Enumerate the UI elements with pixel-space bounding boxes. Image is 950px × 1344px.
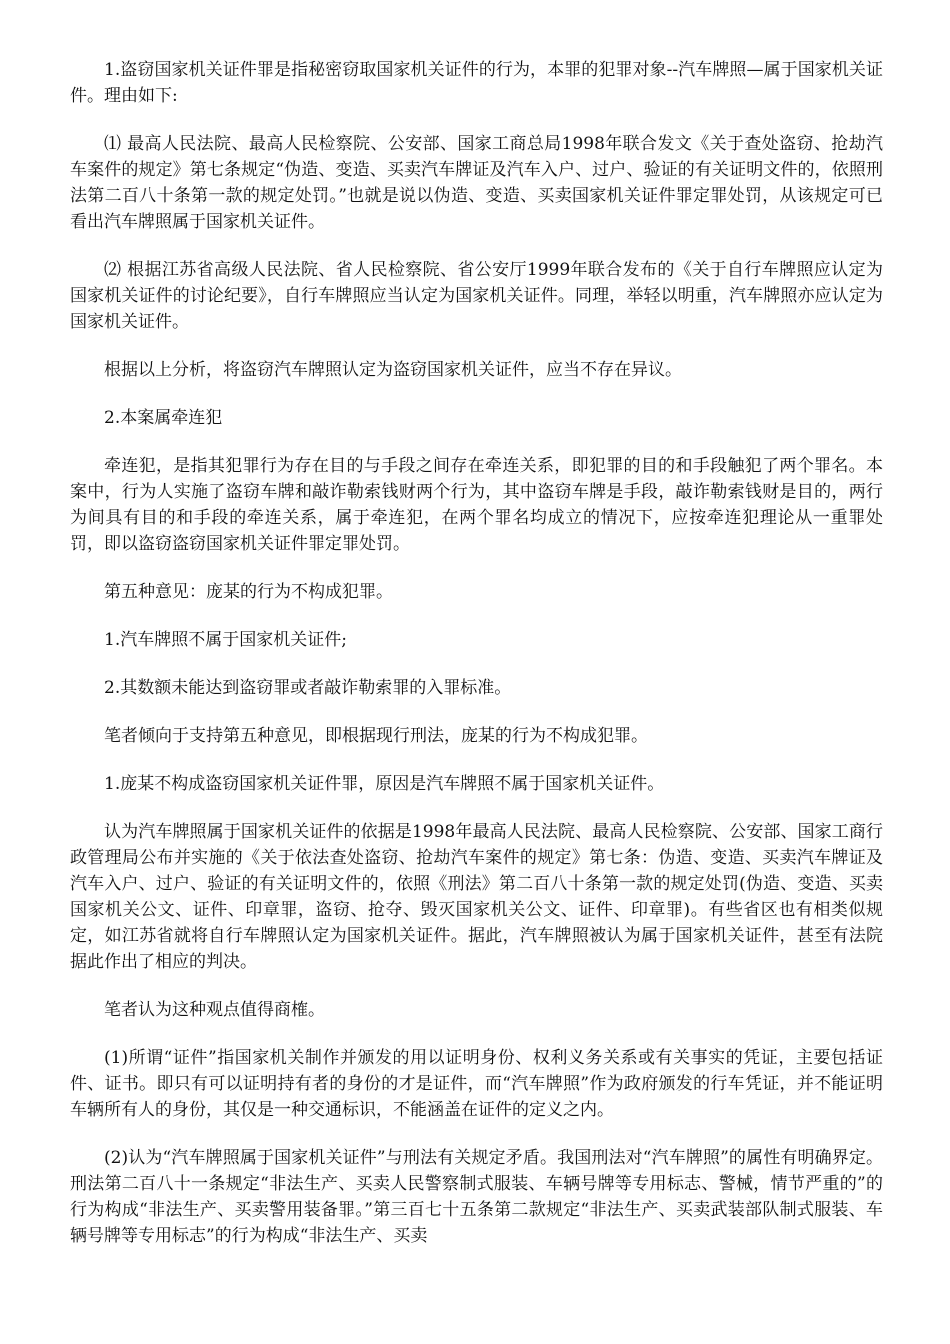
paragraph: (2)认为“汽车牌照属于国家机关证件”与刑法有关规定矛盾。我国刑法对“汽车牌照”的属性有明确界定。刑法第二百八十一条规定“非法生产、买卖人民警察制式服装、车辆号牌等专用标志、警械，情节严重的”的行为构成“非法生产、买卖警用装备罪。”第三百七十五条第二款规定“非法生产、买卖武装部队制式服装、车辆号牌等专用标志”的行为构成“非法生产、买卖 [70, 1148, 883, 1246]
paragraph: 认为汽车牌照属于国家机关证件的依据是1998年最高人民法院、最高人民检察院、公安部、国家工商行政管理局公布并实施的《关于依法查处盗窃、抢劫汽车案件的规定》第七条：伪造、变造、买卖汽车牌证及汽车入户、过户、验证的有关证明文件的，依照《刑法》第二百八十条第一款的规定处罚(伪造、变造、买卖国家机关公文、证件、印章罪，盗窃、抢夺、毁灭国家机关公文、证件、印章罪)。有些省区也有相类似规定，如江苏省就将自行车牌照认定为国家机关证件。据此，汽车牌照被认为属于国家机关证件，甚至有法院据此作出了相应的判决。 [70, 822, 883, 972]
paragraph: 根据以上分析，将盗窃汽车牌照认定为盗窃国家机关证件，应当不存在异议。 [104, 360, 682, 380]
section-heading: 2.本案属牵连犯 [104, 408, 223, 428]
list-item: 2.其数额未能达到盗窃罪或者敲诈勒索罪的入罪标准。 [104, 678, 512, 698]
document-body [70, 57, 883, 1271]
list-item: 1.汽车牌照不属于国家机关证件; [104, 630, 347, 650]
section-heading: 1.庞某不构成盗窃国家机关证件罪，原因是汽车牌照不属于国家机关证件。 [104, 774, 665, 794]
paragraph: (1)所谓“证件”指国家机关制作并颁发的用以证明身份、权利义务关系或有关事实的凭证，主要包括证件、证书。即只有可以证明持有者的身份的才是证件，而“汽车牌照”作为政府颁发的行车凭证，并不能证明车辆所有人的身份，其仅是一种交通标识，不能涵盖在证件的定义之内。 [70, 1048, 883, 1120]
paragraph: ⑵ 根据江苏省高级人民法院、省人民检察院、省公安厅1999年联合发布的《关于自行车牌照应认定为国家机关证件的讨论纪要》，自行车牌照应当认定为国家机关证件。同理，举轻以明重，汽车牌照亦应认定为国家机关证件。 [70, 260, 883, 332]
paragraph: 1.盗窃国家机关证件罪是指秘密窃取国家机关证件的行为，本罪的犯罪对象--汽车牌照—属于国家机关证件。理由如下: [70, 60, 883, 106]
paragraph: ⑴ 最高人民法院、最高人民检察院、公安部、国家工商总局1998年联合发文《关于查处盗窃、抢劫汽车案件的规定》第七条规定“伪造、变造、买卖汽车牌证及汽车入户、过户、验证的有关证明文件的，依照刑法第二百八十条第一款的规定处罚。”也就是说以伪造、变造、买卖国家机关证件罪定罪处罚，从该规定可已看出汽车牌照属于国家机关证件。 [70, 134, 883, 232]
paragraph: 笔者认为这种观点值得商榷。 [104, 1000, 325, 1020]
paragraph: 笔者倾向于支持第五种意见，即根据现行刑法，庞某的行为不构成犯罪。 [104, 726, 648, 746]
paragraph: 第五种意见：庞某的行为不构成犯罪。 [104, 582, 393, 602]
paragraph: 牵连犯，是指其犯罪行为存在目的与手段之间存在牵连关系，即犯罪的目的和手段触犯了两个罪名。本案中，行为人实施了盗窃车牌和敲诈勒索钱财两个行为，其中盗窃车牌是手段，敲诈勒索钱财是目的，两行为间具有目的和手段的牵连关系，属于牵连犯，在两个罪名均成立的情况下，应按牵连犯理论从一重罪处罚，即以盗窃盗窃国家机关证件罪定罪处罚。 [70, 456, 883, 554]
